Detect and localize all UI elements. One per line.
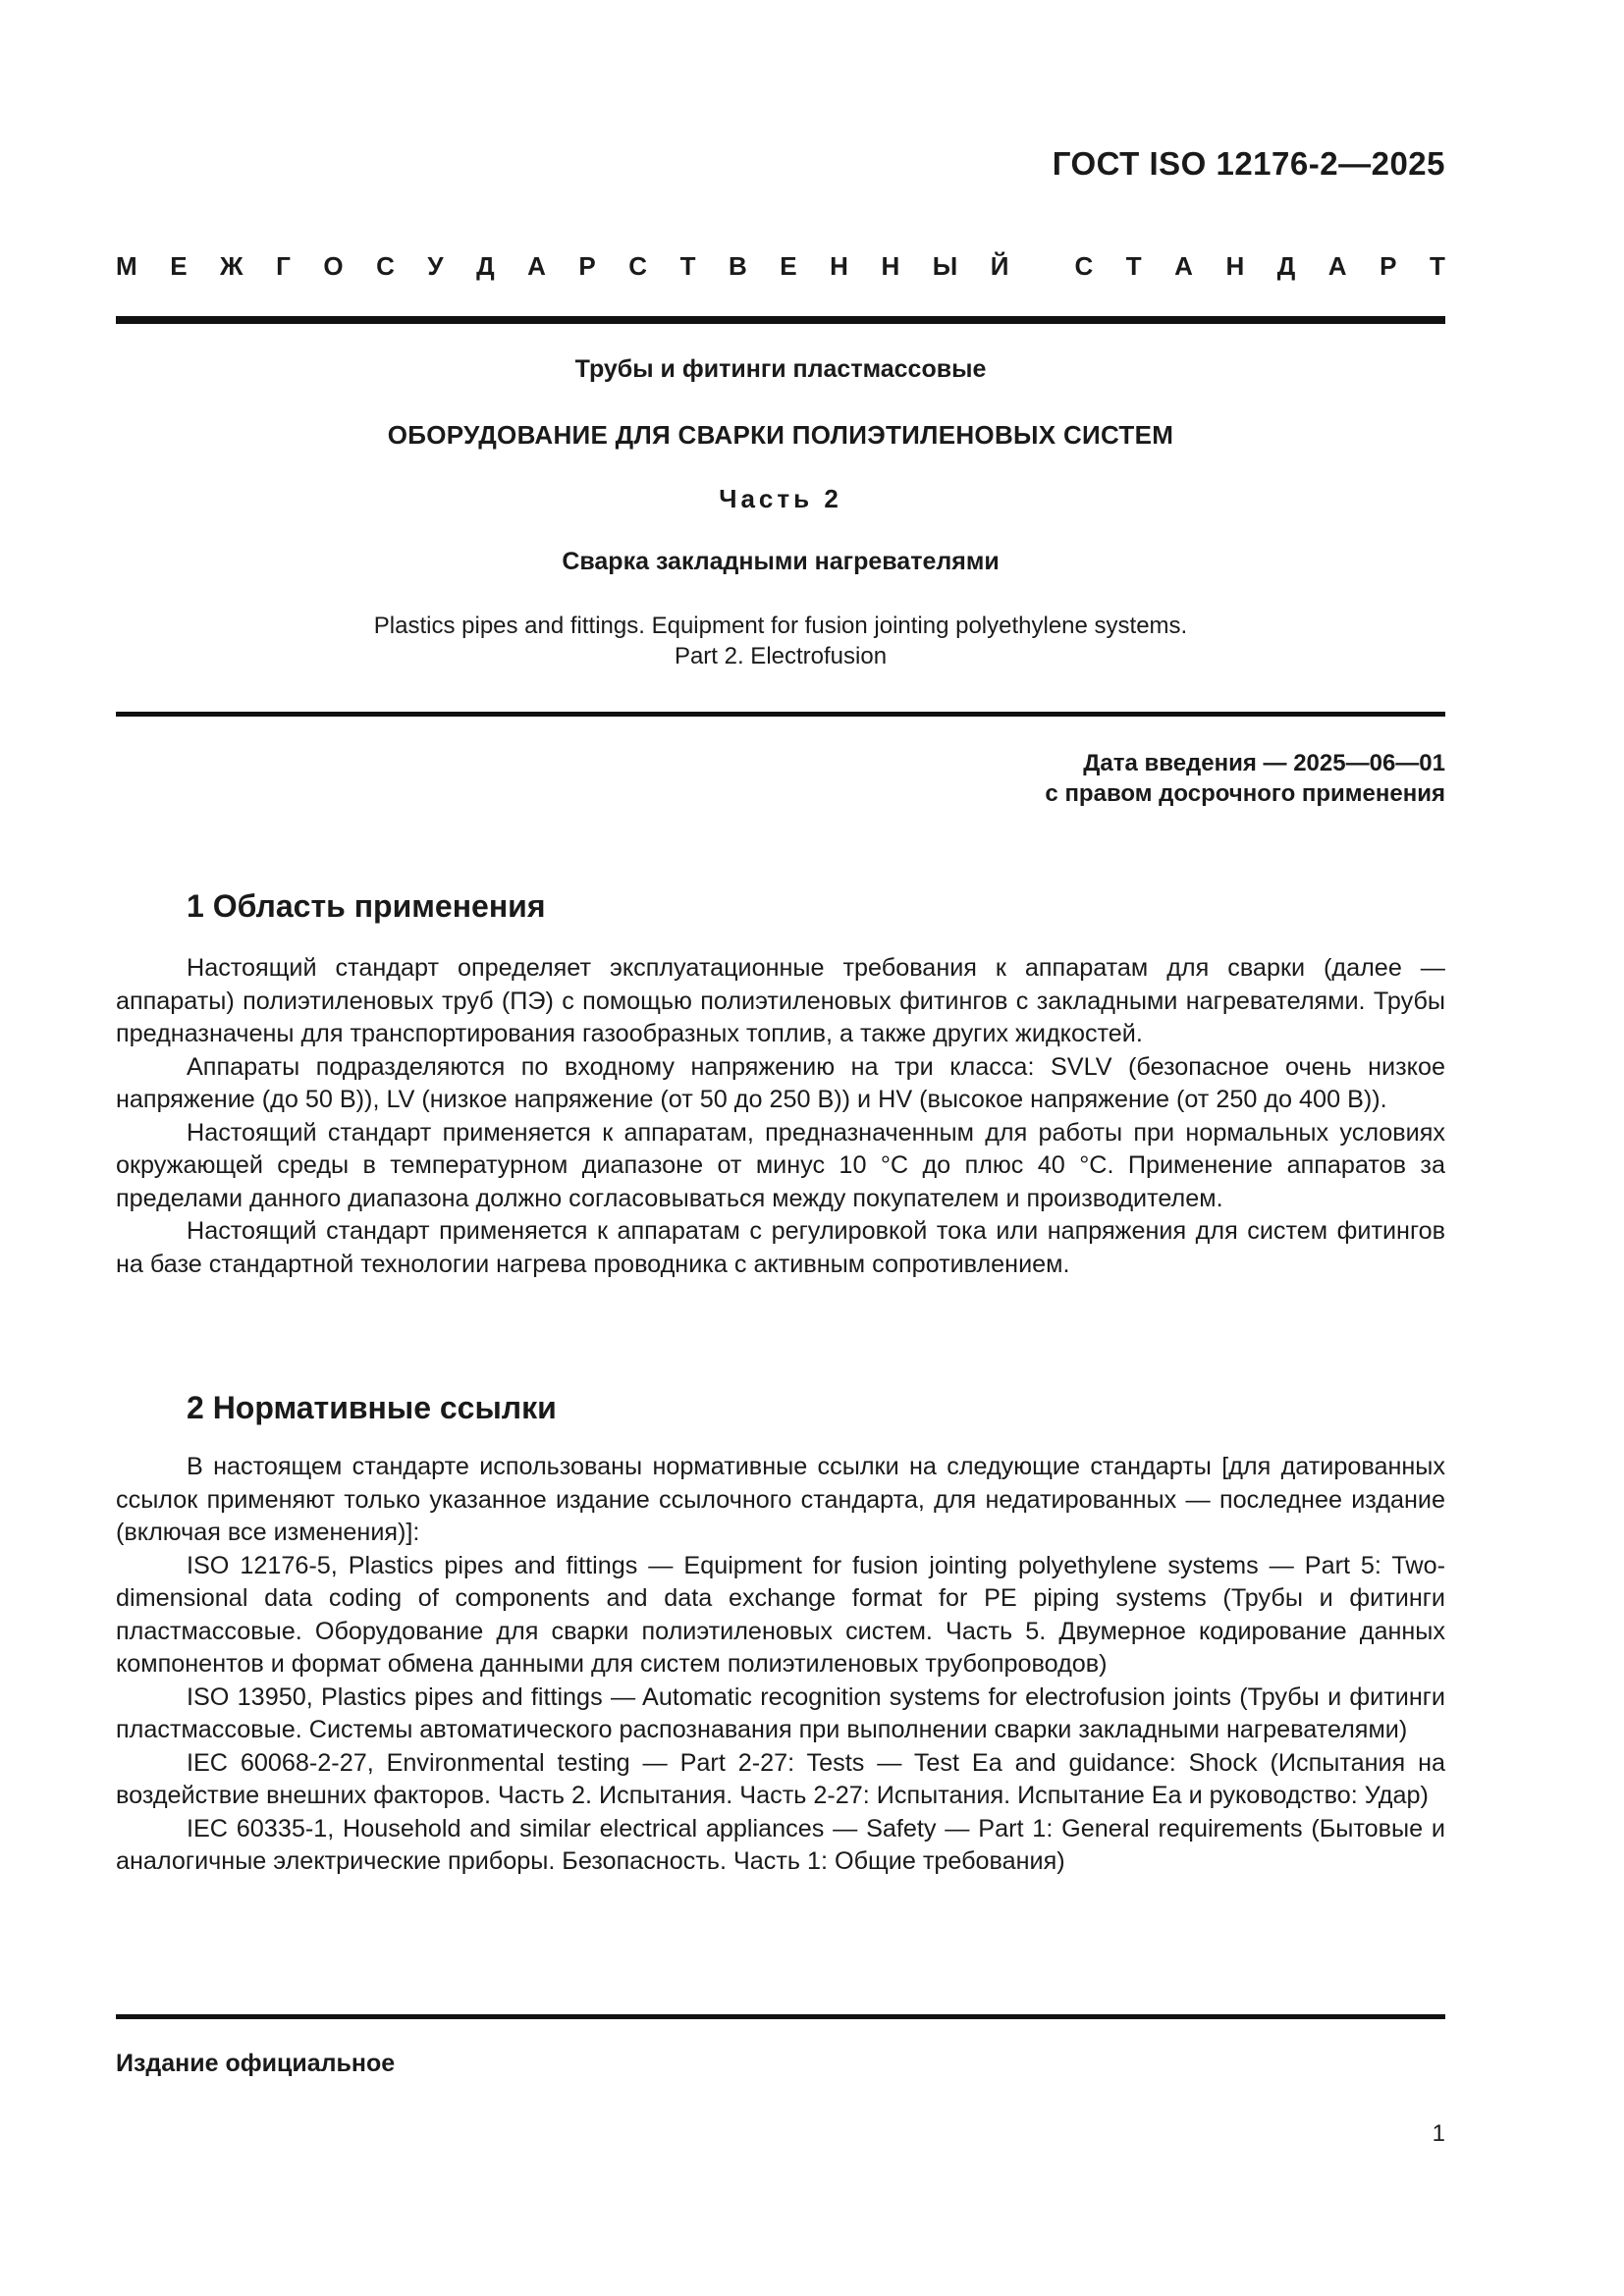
standard-type-letter: А	[1174, 251, 1193, 281]
paragraph: IEC 60068-2-27, Environmental testing — Part 2-27: Tests — Test Ea and guidance: Shock (Испытания на воздействие внешних факторов. Часть 2. Испытания. Часть 2-27: Испытания. Испытание Ea и руководство: Удар)	[116, 1748, 1445, 1809]
standard-type-letter: Т	[1429, 251, 1445, 281]
standard-type-letter: А	[1327, 251, 1347, 281]
introduction-date-line: Дата введения — 2025—06—01	[1083, 750, 1445, 776]
standard-type-heading	[116, 251, 1445, 282]
section-body	[116, 952, 1445, 1281]
title-subtitle: Сварка закладными нагревателями	[562, 548, 1000, 575]
paragraph: В настоящем стандарте использованы нормативные ссылки на следующие стандарты [для датированных ссылок применяют только указанное издание ссылочного стандарта, для недатированных — последнее издание (включая все изменения)]:	[116, 1453, 1445, 1546]
english-title	[116, 611, 1445, 671]
title-part: Часть 2	[719, 484, 842, 513]
standard-type-letter: А	[527, 251, 546, 281]
paragraph: ISO 13950, Plastics pipes and fittings — Automatic recognition systems for electrofusion joints (Трубы и фитинги пластмассовые. Системы автоматического распознавания при выполнении сварки закладными нагревателями)	[116, 1682, 1445, 1743]
english-title-line: Part 2. Electrofusion	[674, 643, 888, 669]
standard-type-letter: С	[1074, 251, 1094, 281]
footer-divider	[116, 2014, 1445, 2019]
section-body	[116, 1451, 1445, 1879]
standard-type-letter: Д	[476, 251, 495, 281]
standard-type-letter: Ы	[932, 251, 958, 281]
paragraph: Настоящий стандарт применяется к аппаратам, предназначенным для работы при нормальных условиях окружающей среды в температурном диапазоне от минус 10 °С до плюс 40 °С. Применение аппаратов за пределами данного диапазона должно согласовываться между покупателем и производителем.	[116, 1118, 1445, 1212]
standard-type-letter: Р	[578, 251, 596, 281]
standard-type-letter: Р	[1380, 251, 1397, 281]
paragraph: Настоящий стандарт применяется к аппаратам с регулировкой тока или напряжения для систем фитингов на базе стандартной технологии нагрева проводника с активным сопротивлением.	[116, 1217, 1445, 1278]
title-main: ОБОРУДОВАНИЕ ДЛЯ СВАРКИ ПОЛИЭТИЛЕНОВЫХ СИСТЕМ	[387, 420, 1174, 450]
section-heading: 2 Нормативные ссылки	[187, 1390, 557, 1425]
standard-type-letter: О	[323, 251, 344, 281]
header-divider	[116, 316, 1445, 324]
standard-type-letter: Е	[780, 251, 797, 281]
standard-type-letter: Н	[1225, 251, 1245, 281]
introduction-date-note: с правом досрочного применения	[1045, 780, 1445, 807]
standard-type-letter: М	[116, 251, 137, 281]
standard-type-letter: Й	[990, 251, 1009, 281]
standard-type-letter: Н	[881, 251, 900, 281]
introduction-date	[1045, 748, 1445, 809]
title-group-line: Трубы и фитинги пластмассовые	[574, 355, 987, 383]
section-heading: 1 Область применения	[187, 888, 546, 924]
standard-type-letter: Н	[830, 251, 848, 281]
standard-type-letter: Е	[170, 251, 188, 281]
standard-type-letter: С	[376, 251, 395, 281]
standard-type-letter: У	[427, 251, 444, 281]
official-edition-label: Издание официальное	[116, 2050, 396, 2077]
standard-type-letter: Ж	[220, 251, 244, 281]
paragraph: Аппараты подразделяются по входному напряжению на три класса: SVLV (безопасное очень низкое напряжение (до 50 В)), LV (низкое напряжение (от 50 до 250 В)) и HV (высокое напряжение (от 250 до 400 В)).	[116, 1052, 1445, 1113]
standard-type-letter: Д	[1276, 251, 1296, 281]
document-number: ГОСТ ISO 12176-2—2025	[1052, 145, 1445, 182]
paragraph: IEC 60335-1, Household and similar electrical appliances — Safety — Part 1: General requirements (Бытовые и аналогичные электрические приборы. Безопасность. Часть 1: Общие требования)	[116, 1814, 1445, 1875]
standard-type-letter: Г	[276, 251, 291, 281]
standard-type-letter: С	[628, 251, 648, 281]
standard-type-letter: Т	[1125, 251, 1142, 281]
paragraph: ISO 12176-5, Plastics pipes and fittings — Equipment for fusion jointing polyethylene systems — Part 5: Two-dimensional data coding of components and data exchange format for PE piping systems (Трубы и фитинги пластмассовые. Оборудование для сварки полиэтиленовых систем. Часть 5. Двумерное кодирование данных компонентов и формат обмена данными для систем полиэтиленовых трубопроводов)	[116, 1551, 1445, 1678]
title-divider	[116, 712, 1445, 717]
english-title-line: Plastics pipes and fittings. Equipment for fusion jointing polyethylene systems.	[373, 613, 1188, 639]
standard-type-letter: В	[728, 251, 747, 281]
paragraph: Настоящий стандарт определяет эксплуатационные требования к аппаратам для сварки (далее — аппараты) полиэтиленовых труб (ПЭ) с помощью полиэтиленовых фитингов с закладными нагревателями. Трубы предназначены для транспортирования газообразных топлив, а также других жидкостей.	[116, 954, 1445, 1047]
page-number: 1	[1432, 2120, 1445, 2147]
standard-type-letter: Т	[679, 251, 696, 281]
